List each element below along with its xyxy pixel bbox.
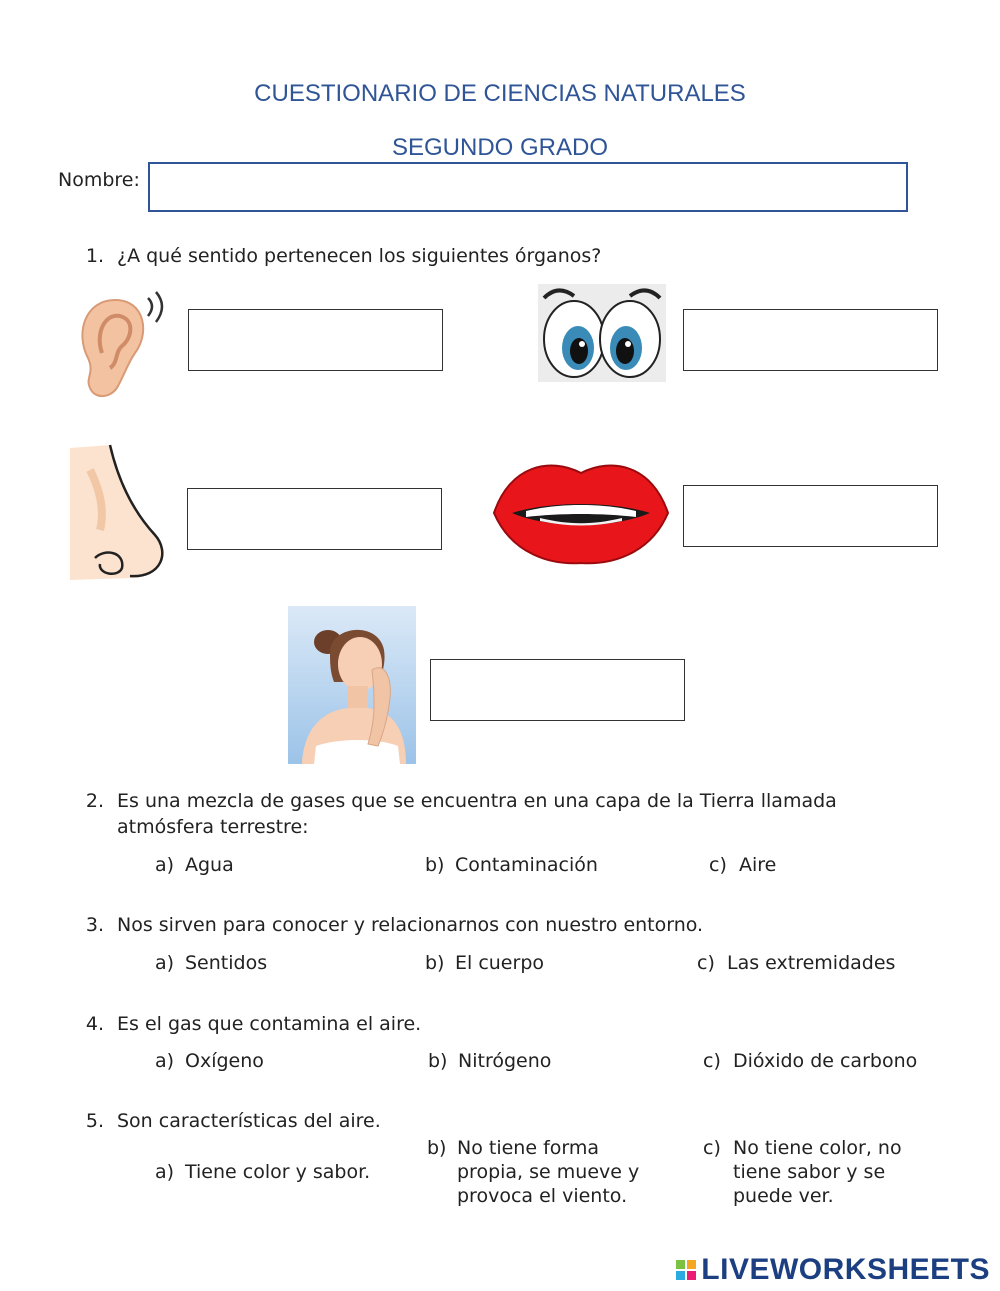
q2-option-a[interactable]: a) Agua — [155, 854, 234, 876]
q3-text: Nos sirven para conocer y relacionarnos con nuestro entorno. — [117, 914, 704, 936]
name-label: Nombre: — [58, 169, 140, 191]
q5-option-a[interactable]: a) Tiene color y sabor. — [155, 1161, 371, 1183]
q3-option-b[interactable]: b) El cuerpo — [425, 952, 544, 974]
answer-box-skin[interactable] — [430, 659, 685, 721]
q5-option-b[interactable]: b) No tiene forma propia, se mueve y provoca el viento. — [427, 1137, 640, 1207]
q2-option-b[interactable]: b) Contaminación — [425, 854, 598, 876]
page-subtitle: SEGUNDO GRADO — [391, 134, 609, 161]
q3-number: 3. — [85, 914, 104, 936]
answer-box-nose[interactable] — [187, 488, 442, 550]
q2-option-c[interactable]: c) Aire — [709, 854, 777, 876]
eyes-image — [538, 284, 666, 382]
q4-option-a[interactable]: a) Oxígeno — [155, 1050, 264, 1072]
q1-number: 1. — [85, 245, 104, 267]
q3-option-a[interactable]: a) Sentidos — [155, 952, 268, 974]
q4-text: Es el gas que contamina el aire. — [117, 1013, 422, 1035]
ear-image — [70, 288, 170, 403]
brand-name: LIVEWORKSHEETS — [701, 1253, 990, 1286]
mouth-image — [490, 455, 672, 567]
q5-option-c[interactable]: c) No tiene color, no tiene sabor y se puede ver. — [703, 1137, 902, 1207]
name-input[interactable] — [148, 162, 908, 212]
q5-number: 5. — [85, 1110, 104, 1132]
q2-text-line1: Es una mezcla de gases que se encuentra en una capa de la Tierra llamada — [117, 790, 837, 812]
q5-text: Son características del aire. — [117, 1110, 381, 1132]
answer-box-ear[interactable] — [188, 309, 443, 371]
q4-number: 4. — [85, 1013, 104, 1035]
q4-option-c[interactable]: c) Dióxido de carbono — [703, 1050, 918, 1072]
skin-touch-image — [288, 606, 416, 764]
q2-text-line2: atmósfera terrestre: — [117, 816, 309, 838]
nose-image — [70, 440, 170, 582]
q4-option-b[interactable]: b) Nitrógeno — [428, 1050, 552, 1072]
answer-box-eyes[interactable] — [683, 309, 938, 371]
answer-box-mouth[interactable] — [683, 485, 938, 547]
liveworksheets-logo[interactable] — [675, 1253, 990, 1287]
q2-number: 2. — [85, 790, 104, 812]
logo-blocks-icon — [675, 1259, 699, 1281]
q1-text: ¿A qué sentido pertenecen los siguientes órganos? — [117, 245, 602, 267]
page-title: CUESTIONARIO DE CIENCIAS NATURALES — [254, 80, 746, 107]
q3-option-c[interactable]: c) Las extremidades — [697, 952, 896, 974]
